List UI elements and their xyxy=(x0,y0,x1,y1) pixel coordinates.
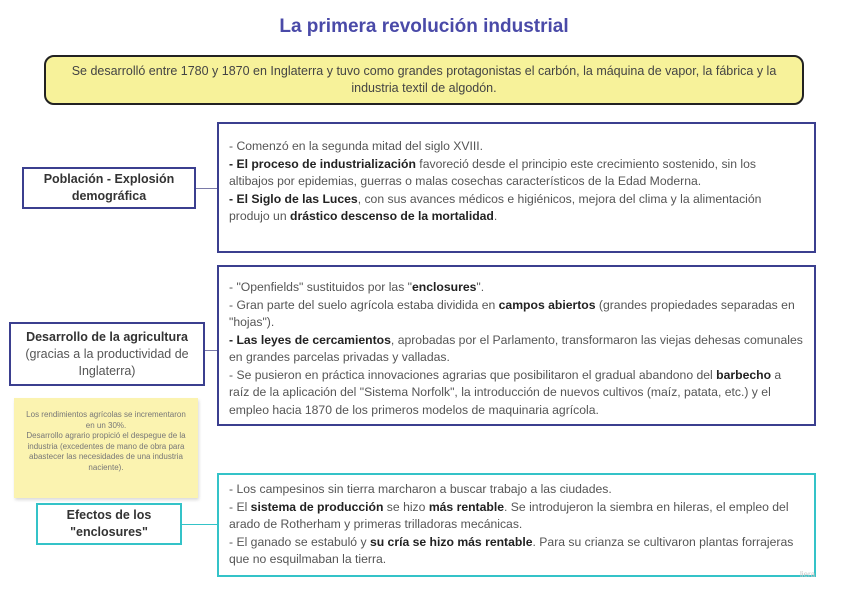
poblacion-label-text: Población - Explosión demográfica xyxy=(43,172,175,203)
intro-box: Se desarrolló entre 1780 y 1870 en Inglaterra y tuvo como grandes protagonistas el carbón, la máquina de vapor, la fábrica y la industria textil de algodón. xyxy=(44,55,804,105)
list-item: - El sistema de producción se hizo más rentable. Se introdujeron la siembra en hileras, el empleo del arado de Rotherham y primeras trilladoras mecánicas. xyxy=(229,499,789,531)
list-item: - El ganado se estabuló y su cría se hizo más rentable. Para su crianza se cultivaron plantas forrajeras que no esquilmaban la tierra. xyxy=(229,534,794,566)
connector-poblacion xyxy=(196,188,219,189)
page-title: La primera revolución industrial xyxy=(279,16,569,37)
connector-agricultura xyxy=(205,350,217,351)
list-item: - Comenzó en la segunda mitad del siglo XVIII. xyxy=(229,139,484,153)
efectos-label[interactable] xyxy=(36,503,182,545)
list-item: - Gran parte del suelo agrícola estaba dividida en campos abiertos (grandes propiedades separadas en "hojas"). xyxy=(229,297,795,329)
connector-efectos xyxy=(182,524,217,525)
list-item: - "Openfields" sustituidos por las "enclosures". xyxy=(229,280,485,294)
poblacion-label[interactable] xyxy=(22,167,196,209)
sticky-line: Los rendimientos agrícolas se incrementaron en un 30%. xyxy=(26,410,186,430)
list-item: - Se pusieron en práctica innovaciones agrarias que posibilitaron el gradual abandono del barbecho a raíz de la aplicación del "Sistema Norfolk", la introducción de nuevos cultivos (maíz, patata, etc.) y el empleo hacia 1870 de los primeros modelos de maquinaria agrícola. xyxy=(229,367,782,417)
agricultura-label-sub: (gracias a la productividad de Inglaterra) xyxy=(25,346,189,378)
efectos-label-text: Efectos de los "enclosures" xyxy=(66,508,152,539)
list-item: - Los campesinos sin tierra marcharon a buscar trabajo a las ciudades. xyxy=(229,482,612,496)
watermark: liera xyxy=(800,570,816,579)
sticky-line: Desarrollo agrario propició el despegue de la industria (excedentes de mano de obra para abastecer las necesidades de una industria naciente). xyxy=(26,431,186,472)
sticky-note[interactable] xyxy=(14,398,198,498)
agricultura-label[interactable] xyxy=(9,322,205,386)
poblacion-box xyxy=(217,122,816,253)
efectos-box xyxy=(217,473,816,577)
list-item: - El Siglo de las Luces, con sus avances médicos e higiénicos, mejora del clima y la alimentación produjo un drástico descenso de la mortalidad. xyxy=(229,191,762,223)
list-item: - Las leyes de cercamientos, aprobadas por el Parlamento, transformaron las viejas dehesas comunales en grandes parcelas privadas y valladas. xyxy=(229,332,803,364)
list-item: - El proceso de industrialización favoreció desde el principio este crecimiento sostenido, sin los altibajos por epidemias, guerras o malas cosechas característicos de la Edad Moderna. xyxy=(229,156,756,188)
agricultura-label-title: Desarrollo de la agricultura xyxy=(26,329,188,344)
agricultura-box xyxy=(217,265,816,426)
